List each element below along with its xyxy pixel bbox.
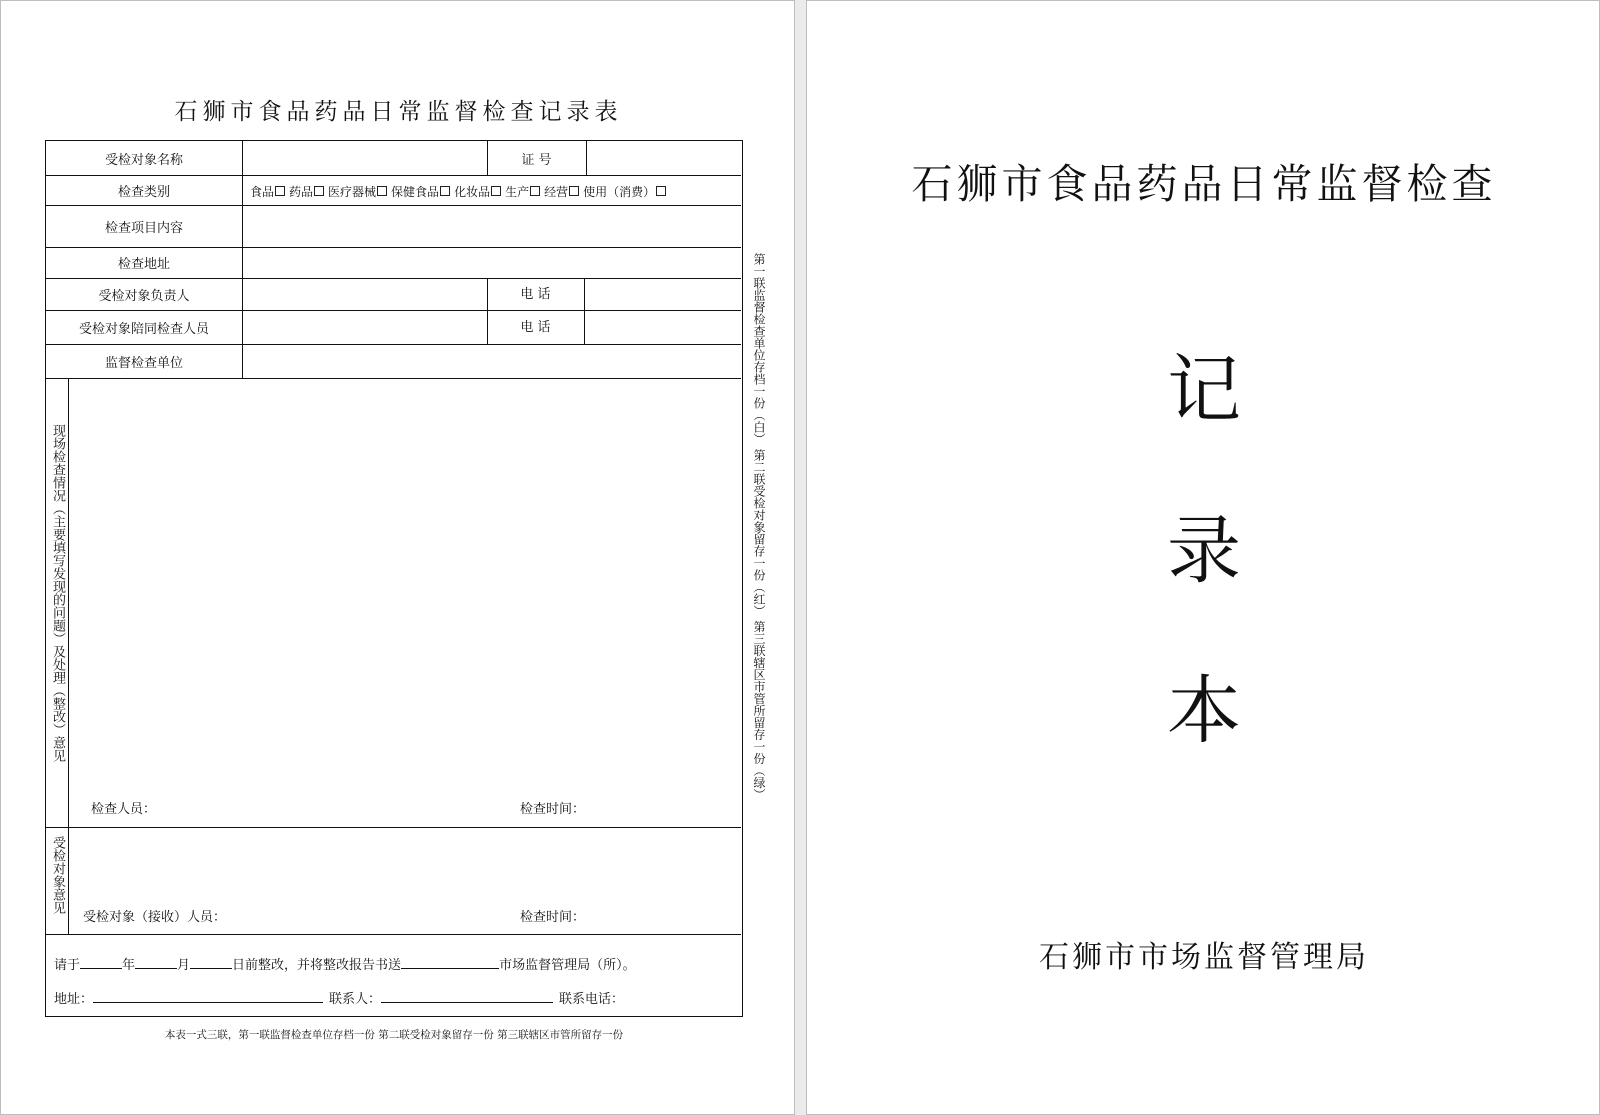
footer-note: 本表一式三联，第一联监督检查单位存档一份 第二联受检对象留存一份 第三联辖区市管所留存一份 [164, 1029, 624, 1041]
unit-label: 监督检查单位 [104, 355, 183, 371]
receiver-label: 受检对象（接收）人员： [83, 910, 227, 925]
side-note: 第一联监督检查单位存档一份（白） 第二联受检对象留存一份（红） 第三联辖区市管所留存一份（绿） [752, 253, 766, 801]
addr-label: 地址： [54, 992, 94, 1007]
category-use[interactable]: 使用（消费） [583, 183, 666, 200]
year-blank[interactable] [80, 956, 122, 969]
category-health-food[interactable]: 保健食品 [391, 183, 450, 200]
category-production[interactable]: 生产 [505, 183, 540, 200]
checkbox-icon[interactable] [656, 186, 666, 196]
checkbox-icon[interactable] [314, 186, 324, 196]
cover-char-ben: 本 [1167, 668, 1241, 754]
subject-name-label: 受检对象名称 [104, 152, 183, 168]
rect-please: 请于 [54, 958, 81, 973]
contact-line [54, 988, 624, 1007]
form-title: 石狮市食品药品日常监督检查记录表 [174, 99, 623, 125]
category-drug[interactable]: 药品 [289, 183, 324, 200]
checkbox-icon[interactable] [530, 186, 540, 196]
accompany-label: 受检对象陪同检查人员 [78, 321, 209, 337]
day-blank[interactable] [190, 956, 232, 969]
rect-month: 月 [177, 958, 191, 973]
checkbox-icon[interactable] [569, 186, 579, 196]
form-page [0, 0, 795, 1115]
inspector-label: 检查人员： [91, 802, 157, 817]
category-medical-device[interactable]: 医疗器械 [328, 183, 387, 200]
phone-label: 电 话 [520, 286, 551, 302]
checkbox-icon[interactable] [491, 186, 501, 196]
category-business[interactable]: 经营 [544, 183, 579, 200]
checkbox-icon[interactable] [377, 186, 387, 196]
contact-phone-label: 联系电话： [559, 992, 625, 1007]
rectification-line [54, 954, 636, 973]
cover-char-lu: 录 [1167, 508, 1241, 594]
responsible-label: 受检对象负责人 [98, 288, 190, 304]
cover-char-ji: 记 [1167, 347, 1241, 433]
month-blank[interactable] [135, 956, 177, 969]
phone-label-2: 电 话 [520, 319, 551, 335]
checkbox-icon[interactable] [275, 186, 285, 196]
checkbox-icon[interactable] [440, 186, 450, 196]
items-label: 检查项目内容 [104, 220, 183, 236]
address-blank[interactable] [93, 990, 323, 1003]
category-options [250, 179, 740, 203]
contact-label: 联系人： [329, 992, 382, 1007]
category-label: 检查类别 [117, 184, 170, 200]
cover-title: 石狮市食品药品日常监督检查 [911, 160, 1497, 208]
cover-page [806, 0, 1600, 1115]
rect-bureau: 市场监督管理局（所）。 [499, 958, 636, 973]
inspect-time-label: 检查时间： [520, 802, 586, 817]
category-food[interactable]: 食品 [250, 183, 285, 200]
inspection-form [45, 140, 743, 1017]
rect-before: 日前整改，并将整改报告书送 [232, 958, 402, 973]
address-label: 检查地址 [117, 257, 170, 272]
contact-blank[interactable] [381, 990, 553, 1003]
findings-label: 现场检查情况（主要填写发现的问题）及处理（整改）意见 [50, 424, 65, 762]
opinion-label: 受检对象意见 [50, 836, 65, 914]
cover-issuer: 石狮市市场监督管理局 [1039, 940, 1369, 975]
category-cosmetics[interactable]: 化妆品 [454, 183, 501, 200]
inspect-time-label-2: 检查时间： [520, 910, 586, 925]
recipient-blank[interactable] [401, 956, 499, 969]
rect-year: 年 [122, 958, 136, 973]
license-label: 证 号 [521, 152, 552, 168]
